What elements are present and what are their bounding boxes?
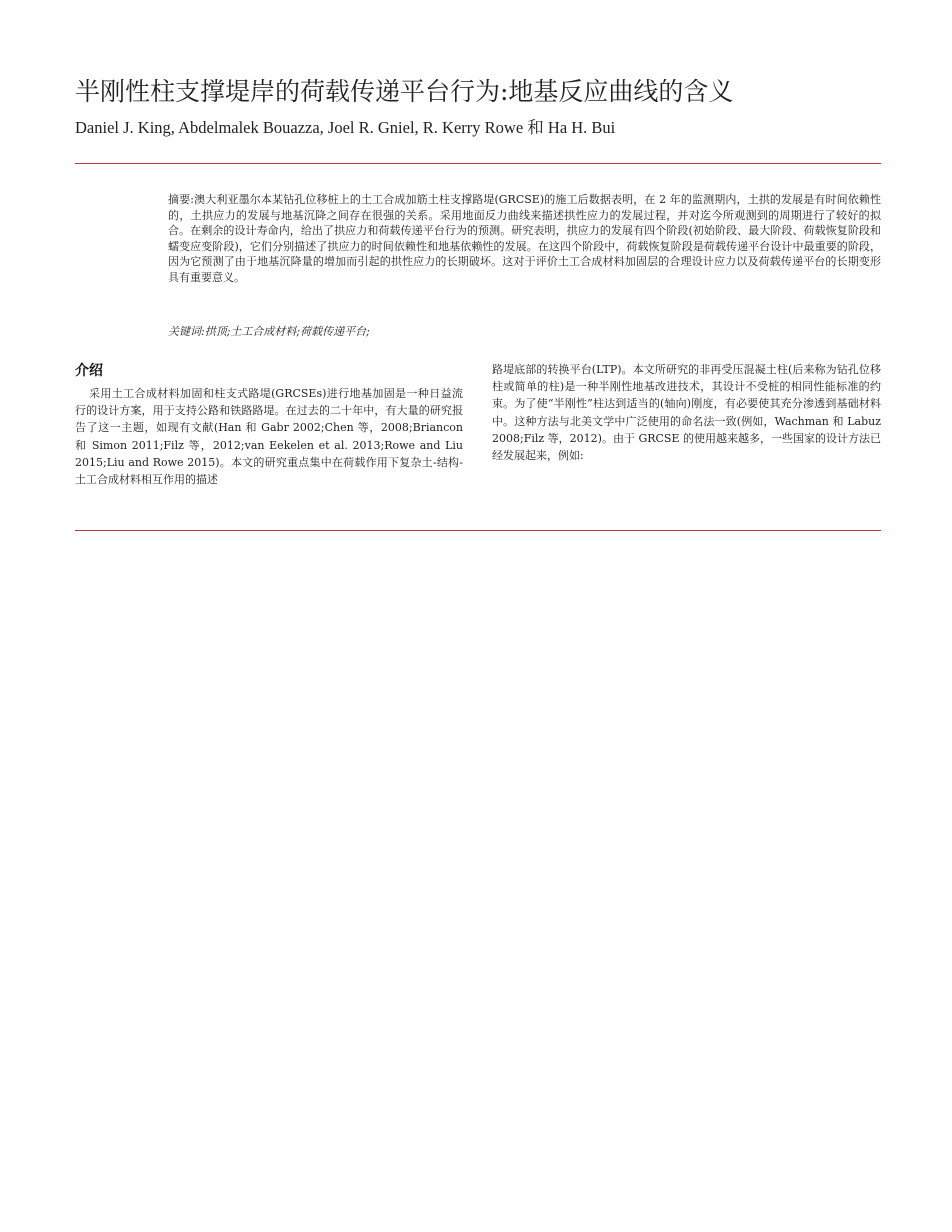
intro-right-column: 路堤底部的转换平台(LTP)。本文所研究的非再受压混凝土柱(后来称为钻孔位移柱或简单的柱)是一种半刚性地基改进技术，其设计不受桩的相同性能标准的约束。为了使“半刚性”柱达到适当的(轴向)刚度，有必要使其充分渗透到基础材料中。这种方法与北美文学中广泛使用的命名法一致(例如，Wachman 和 Labuz 2008;Filz 等，2012)。由于 GRCSE 的使用越来越多，一些国家的设计方法已经发展起来，例如: — [492, 363, 881, 463]
section-heading-intro: 介绍 — [75, 363, 103, 379]
bottom-divider — [75, 530, 881, 531]
intro-left-column: 采用土工合成材料加固和柱支式路堤(GRCSEs)进行地基加固是一种日益流行的设计方案，用于支持公路和铁路路堤。在过去的二十年中，有大量的研究报告了这一主题，如现有文献(Han 和 Gabr 2002;Chen 等，2008;Briancon 和 Simon 2011;Filz 等，2012;van Eekelen et al. 2013;Rowe and Liu 2015;Liu and Rowe 2015)。本文的研究重点集中在荷载作用下复杂土-结构-土工合成材料相互作用的描述 — [75, 387, 463, 487]
top-divider — [75, 163, 881, 164]
paper-title: 半刚性柱支撑堤岸的荷载传递平台行为:地基反应曲线的含义 — [75, 77, 734, 106]
abstract: 摘要:澳大利亚墨尔本某钻孔位移桩上的土工合成加筋土柱支撑路堤(GRCSE)的施工后数据表明，在 2 年的监测期内，土拱的发展是有时间依赖性的，土拱应力的发展与地基沉降之间存在很强的关系。采用地面反力曲线来描述拱性应力的发展过程，并对迄今所观测到的周期进行了较好的拟合。在剩余的设计寿命内，给出了拱应力和荷载传递平台行为的预测。研究表明，拱应力的发展有四个阶段(初始阶段、最大阶段、荷载恢复阶段和蠕变应变阶段)，它们分别描述了拱应力的时间依赖性和地基依赖性的发展。在这四个阶段中，荷载恢复阶段是荷载传递平台设计中最重要的阶段，因为它预测了由于地基沉降量的增加而引起的拱性应力的长期破坏。这对于评价土工合成材料加固层的合理设计应力以及荷载传递平台的长期变形具有重要意义。 — [168, 193, 881, 284]
author-list: Daniel J. King, Abdelmalek Bouazza, Joel R. Gniel, R. Kerry Rowe 和 Ha H. Bui — [75, 118, 616, 137]
keywords: 关键词:拱顶;土工合成材料;荷载传递平台; — [168, 325, 370, 338]
